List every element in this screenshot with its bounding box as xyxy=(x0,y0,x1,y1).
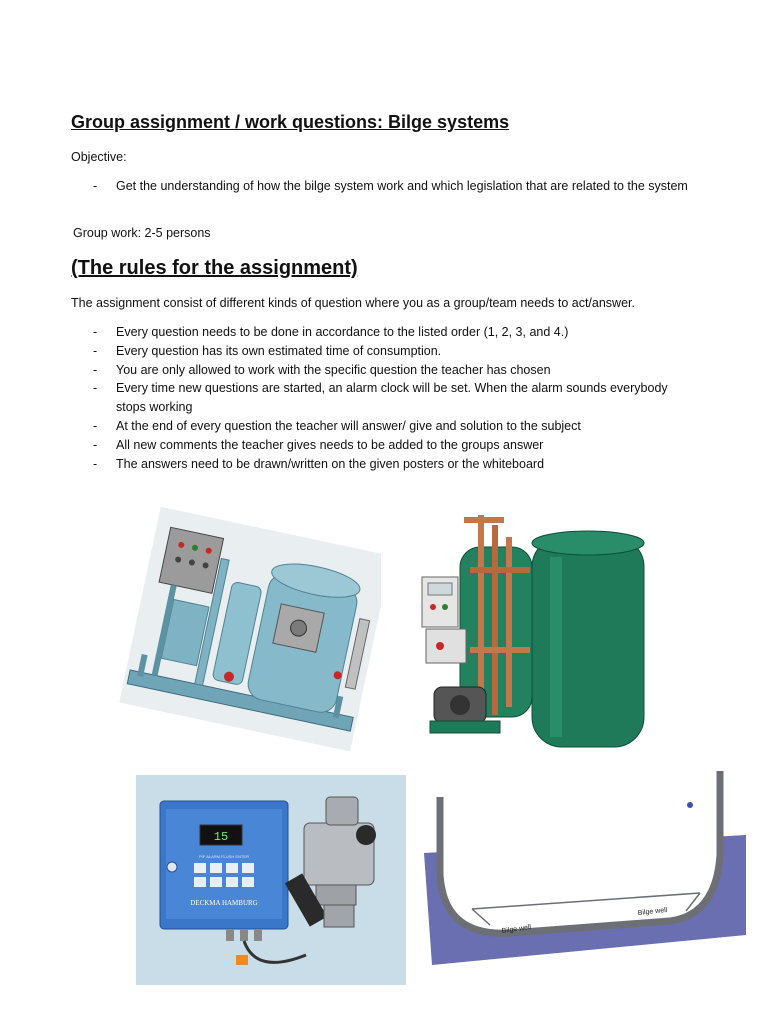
bullet-dash: - xyxy=(93,381,98,396)
monitor-brand: DECKMA HAMBURG xyxy=(190,899,258,907)
objective-list xyxy=(93,177,693,196)
page-title: Group assignment / work questions: Bilge systems xyxy=(71,112,510,132)
list-item: - Every time new questions are started, an alarm clock will be set. When the alarm sounds everybody stops working xyxy=(93,381,668,415)
list-item: - All new comments the teacher gives needs to be added to the groups answer xyxy=(93,436,693,455)
left-bilge-well-label: Bilge well xyxy=(501,923,532,935)
rules-list xyxy=(93,323,693,473)
bullet-dash: - xyxy=(93,437,98,452)
right-bilge-well-label: Bilge well xyxy=(637,906,668,917)
objective-label: Objective: xyxy=(71,150,127,164)
bullet-dash: - xyxy=(93,325,98,339)
bullet-dash: - xyxy=(93,362,98,377)
bullet-dash: - xyxy=(93,456,98,471)
oily-water-separator-photo xyxy=(109,505,381,755)
monitor-button-row-label: P/F ALARM FLUSH ENTER xyxy=(199,854,249,859)
bullet-dash: - xyxy=(93,343,98,358)
oil-content-monitor-photo xyxy=(136,775,406,985)
rules-heading: (The rules for the assignment) xyxy=(71,257,358,279)
rules-intro: The assignment consist of different kinds of question where you as a group/team needs to act/answer. xyxy=(71,296,635,310)
list-item: - Every question has its own estimated time of consumption. xyxy=(93,342,693,361)
list-item: - At the end of every question the teacher will answer/ give and solution to the subject xyxy=(93,417,693,436)
list-item: - You are only allowed to work with the specific question the teacher has chosen xyxy=(93,361,693,380)
list-item: - Get the understanding of how the bilge system work and which legislation that are related to the system xyxy=(93,177,693,196)
bilge-tank-unit-photo xyxy=(400,497,660,767)
group-work-text: Group work: 2-5 persons xyxy=(73,226,211,240)
bullet-dash: - xyxy=(93,418,98,433)
monitor-display: 15 xyxy=(213,830,229,844)
hull-cross-section-diagram xyxy=(420,765,750,965)
list-item: - Every question needs to be done in accordance to the listed order (1, 2, 3, and 4.) xyxy=(93,323,693,342)
list-item: - The answers need to be drawn/written on the given posters or the whiteboard xyxy=(93,455,693,474)
bullet-dash: - xyxy=(93,179,98,193)
